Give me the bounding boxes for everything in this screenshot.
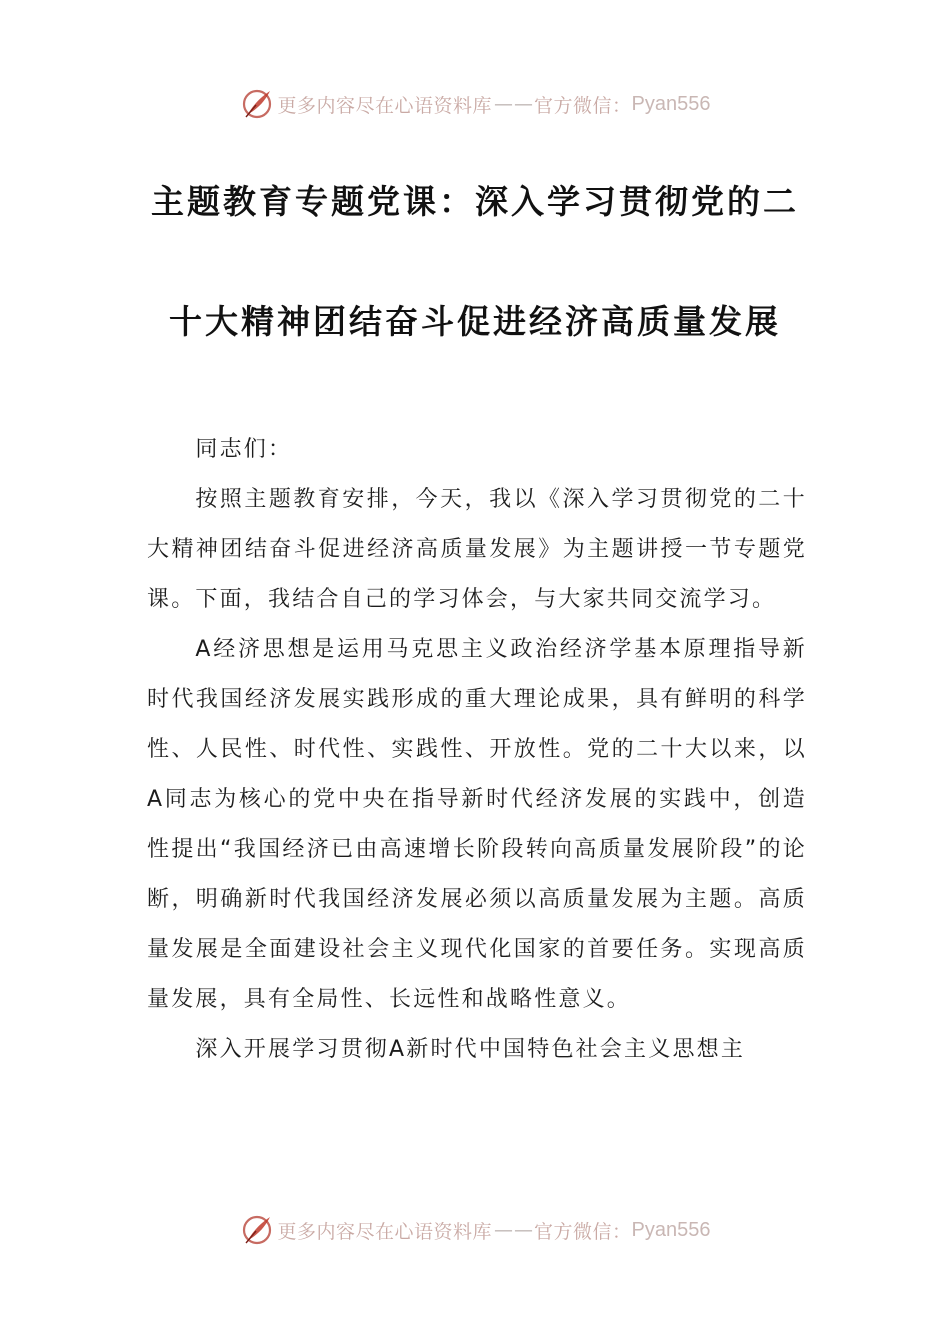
document-title-line-2: 十大精神团结奋斗促进经济高质量发展 [169, 302, 781, 341]
watermark-separator: —— [494, 1219, 535, 1241]
watermark-wechat-label: 官方微信： [534, 94, 632, 117]
footer-watermark [0, 1210, 950, 1250]
header-watermark [0, 84, 950, 124]
body-paragraph: 深入开展学习贯彻A新时代中国特色社会主义思想主 [195, 1037, 746, 1062]
watermark-separator: —— [494, 93, 535, 115]
body-paragraph: A经济思想是运用马克思主义政治经济学基本原理指导新时代我国经济发展实践形成的重大理论成果，具有鲜明的科学性、人民性、时代性、实践性、开放性。党的二十大以来，以A同志为核心的党中央在指导新时代经济发展的实践中，创造性提出“我国经济已由高速增长阶段转向高质量发展阶段”的论断，明确新时代我国经济发展必须以高质量发展为主题。高质量发展是全面建设社会主义现代化国家的首要任务。实现高质量发展，具有全局性、长远性和战略性意义。 [147, 637, 807, 1012]
watermark-wechat-id: Pyan556 [631, 1218, 711, 1241]
document-body [147, 425, 807, 1075]
quill-pen-logo-icon [240, 1213, 274, 1247]
quill-pen-logo-icon [240, 87, 274, 121]
document-title-line-1: 主题教育专题党课：深入学习贯彻党的二 [151, 182, 799, 221]
watermark-brand-text: 更多内容尽在心语资料库 [277, 94, 493, 117]
watermark-wechat-id: Pyan556 [631, 92, 711, 115]
body-paragraph: 按照主题教育安排，今天，我以《深入学习贯彻党的二十大精神团结奋斗促进经济高质量发展》为主题讲授一节专题党课。下面，我结合自己的学习体会，与大家共同交流学习。 [147, 487, 807, 612]
watermark-wechat-label: 官方微信： [534, 1220, 632, 1243]
salutation-paragraph: 同志们： [195, 437, 293, 462]
watermark-brand-text: 更多内容尽在心语资料库 [277, 1220, 493, 1243]
